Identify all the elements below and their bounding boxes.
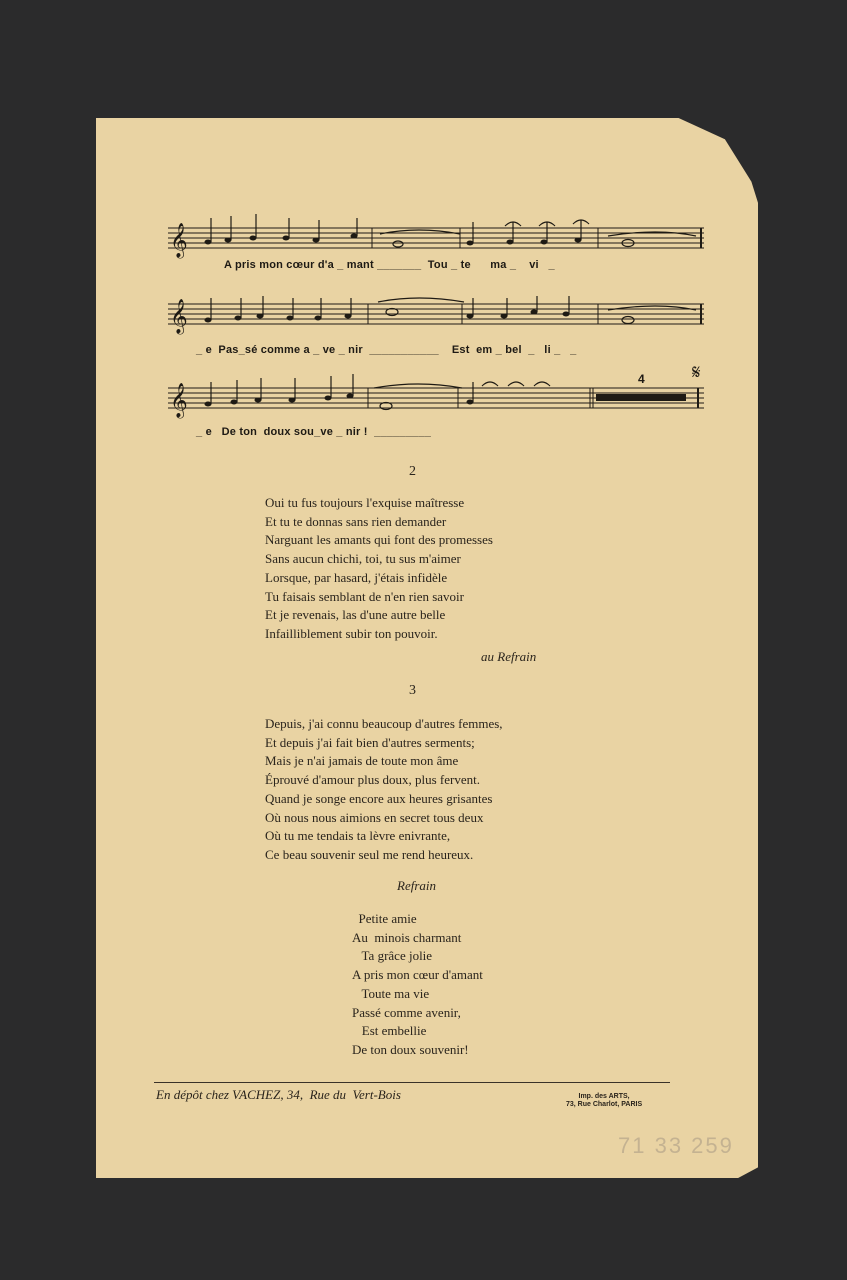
verse-line: Narguant les amants qui font des promesses [265,532,493,548]
refrain-line: A pris mon cœur d'amant [352,967,483,983]
verse-line: Et tu te donnas sans rien demander [265,513,447,529]
verse-line: Et je revenais, las d'une autre belle [265,607,446,623]
verse-2 [265,494,493,644]
refrain-line: Petite amie [352,911,417,926]
verse-line: Éprouvé d'amour plus doux, plus fervent. [265,772,480,788]
verse-line: Quand je songe encore aux heures grisantes [265,790,493,806]
verse-line: Tu faisais semblant de n'en rien savoir [265,588,464,604]
publisher-credit: En dépôt chez VACHEZ, 34, Rue du Vert-Bois [156,1087,401,1102]
refrain-text [352,910,483,1060]
staff-1-lyrics: A pris mon cœur d'a _ mant _______ Tou _ te ma _ vi _ [224,259,555,271]
verse-line: Oui tu fus toujours l'exquise maîtresse [265,495,465,510]
verse-line: Sans aucun chichi, toi, tu sus m'aimer [265,551,461,567]
footer-divider [154,1082,670,1083]
svg-text:𝄞: 𝄞 [170,384,188,417]
verse-line: Infailliblement subir ton pouvoir. [265,625,438,641]
imprint-line-2: 73, Rue Charlot, PARIS [566,1101,643,1108]
verse-line: Et depuis j'ai fait bien d'autres serments; [265,734,475,750]
refrain-line: Passé comme avenir, [352,1004,461,1020]
printer-imprint [566,1093,642,1109]
catalog-stamp: 71 33 259 [618,1133,734,1158]
verse-line: Où nous nous aimions en secret tous deux [265,809,484,825]
refrain-line: Est embellie [352,1023,427,1039]
refrain-heading: Refrain [397,878,436,893]
svg-text:𝄞: 𝄞 [170,224,188,257]
refrain-line: De ton doux souvenir! [352,1041,469,1057]
imprint-line-1: Imp. des ARTS, [578,1093,630,1100]
verse-line: Depuis, j'ai connu beaucoup d'autres femmes, [265,716,503,731]
music-staff-3 [168,374,708,434]
verse-line: Où tu me tendais ta lèvre enivrante, [265,828,451,844]
refrain-line: Au minois charmant [352,929,462,945]
refrain-line: Ta grâce jolie [352,948,433,964]
staff-2-lyrics: _ e Pas_sé comme a _ ve _ nir ___________ Est em _ bel _ li _ _ [196,344,577,356]
staff-3-lyrics: _ e De ton doux sou_ve _ nir ! _________ [196,426,432,438]
segno-icon: 𝄋 [692,362,701,384]
au-refrain-label: au Refrain [481,649,537,664]
refrain-line: Toute ma vie [352,985,430,1001]
multimeasure-rest-count: 4 [638,372,645,386]
verse-line: Mais je n'ai jamais de toute mon âme [265,753,459,769]
verse-3 [265,715,503,865]
svg-text:𝄞: 𝄞 [170,300,188,333]
verse-line: Ce beau souvenir seul me rend heureux. [265,846,474,862]
verse-3-number: 3 [409,683,416,698]
verse-2-number: 2 [409,464,416,479]
verse-line: Lorsque, par hasard, j'étais infidèle [265,569,448,585]
